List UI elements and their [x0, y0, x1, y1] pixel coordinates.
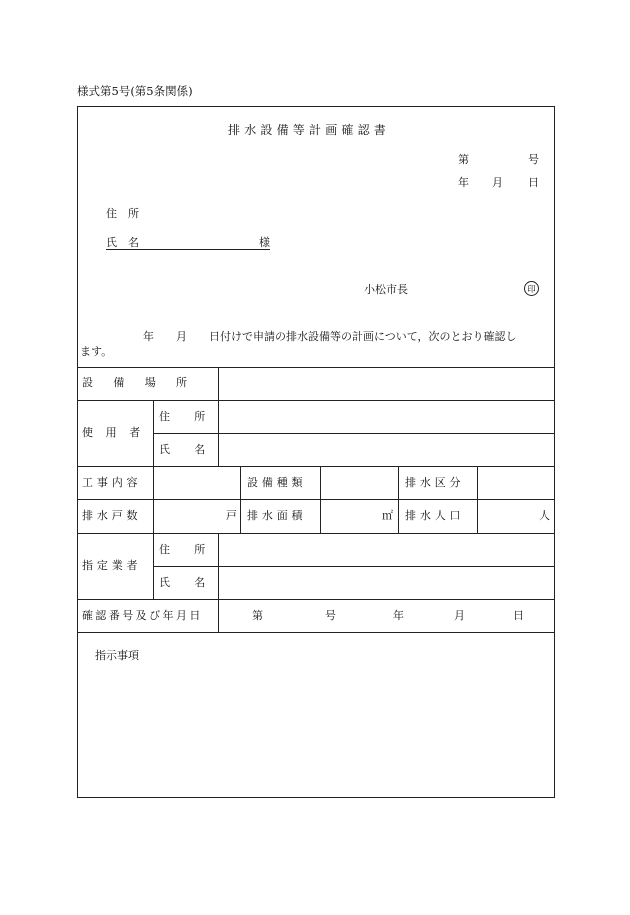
body-text-line2: ます。 — [80, 345, 113, 358]
contractor-label: 指定業者 — [82, 559, 142, 572]
location-label-text: 設備場所 — [82, 376, 208, 389]
population-label: 排水人口 — [405, 509, 465, 522]
form-frame — [77, 106, 555, 798]
confirmation-label: 確認番号及び年月日 — [82, 609, 203, 622]
date-year: 年 — [458, 176, 469, 189]
body-text-line1: 年 月 日付けで申請の排水設備等の計画について，次のとおり確認し — [143, 330, 517, 343]
seal-icon: 印 — [524, 281, 539, 296]
households-unit: 戸 — [226, 509, 237, 522]
area-unit: ㎡ — [382, 509, 393, 522]
user-name-label: 氏名 — [159, 443, 230, 456]
table-line — [153, 433, 555, 434]
confirmation-month: 月 — [454, 609, 465, 622]
recipient-name-line — [106, 237, 270, 250]
location-label — [82, 377, 212, 388]
population-unit: 人 — [539, 509, 550, 522]
recipient-address-label: 住 所 — [106, 207, 139, 220]
table-line — [320, 466, 321, 533]
households-label: 排水戸数 — [82, 509, 142, 522]
work-content-label: 工事内容 — [82, 476, 142, 489]
recipient-name-label: 氏 名 — [106, 236, 139, 249]
confirmation-go: 号 — [325, 609, 336, 622]
date-month: 月 — [492, 176, 503, 189]
table-line — [477, 466, 478, 533]
recipient-honorific: 様 — [259, 236, 270, 249]
document-title: 排水設備等計画確認書 — [228, 123, 391, 137]
confirmation-year: 年 — [393, 609, 404, 622]
table-line — [77, 466, 555, 467]
table-line — [398, 466, 399, 533]
drainage-area-label: 排水面積 — [247, 509, 307, 522]
table-line — [77, 632, 555, 633]
user-label: 使用者 — [82, 426, 153, 439]
form-number-note: 様式第5号(第5条関係) — [77, 84, 193, 98]
table-line — [240, 466, 241, 533]
table-line — [153, 466, 154, 533]
table-line — [153, 533, 154, 599]
contractor-name-label: 氏名 — [159, 576, 230, 589]
user-address-label: 住所 — [159, 410, 230, 423]
contractor-address-label: 住所 — [159, 543, 230, 556]
date-day: 日 — [528, 176, 539, 189]
table-line — [77, 599, 555, 600]
table-line — [153, 400, 154, 466]
confirmation-dai: 第 — [252, 609, 263, 622]
number-dai: 第 — [458, 153, 469, 166]
table-line — [77, 367, 555, 368]
instructions-label: 指示事項 — [95, 649, 139, 662]
confirmation-day: 日 — [513, 609, 524, 622]
issuer-name: 小松市長 — [364, 283, 408, 296]
table-line — [77, 533, 555, 534]
table-line — [77, 400, 555, 401]
table-line — [77, 499, 555, 500]
drainage-zone-label: 排水区分 — [405, 476, 465, 489]
equipment-type-label: 設備種類 — [247, 476, 307, 489]
number-go: 号 — [528, 153, 539, 166]
table-line — [153, 566, 555, 567]
